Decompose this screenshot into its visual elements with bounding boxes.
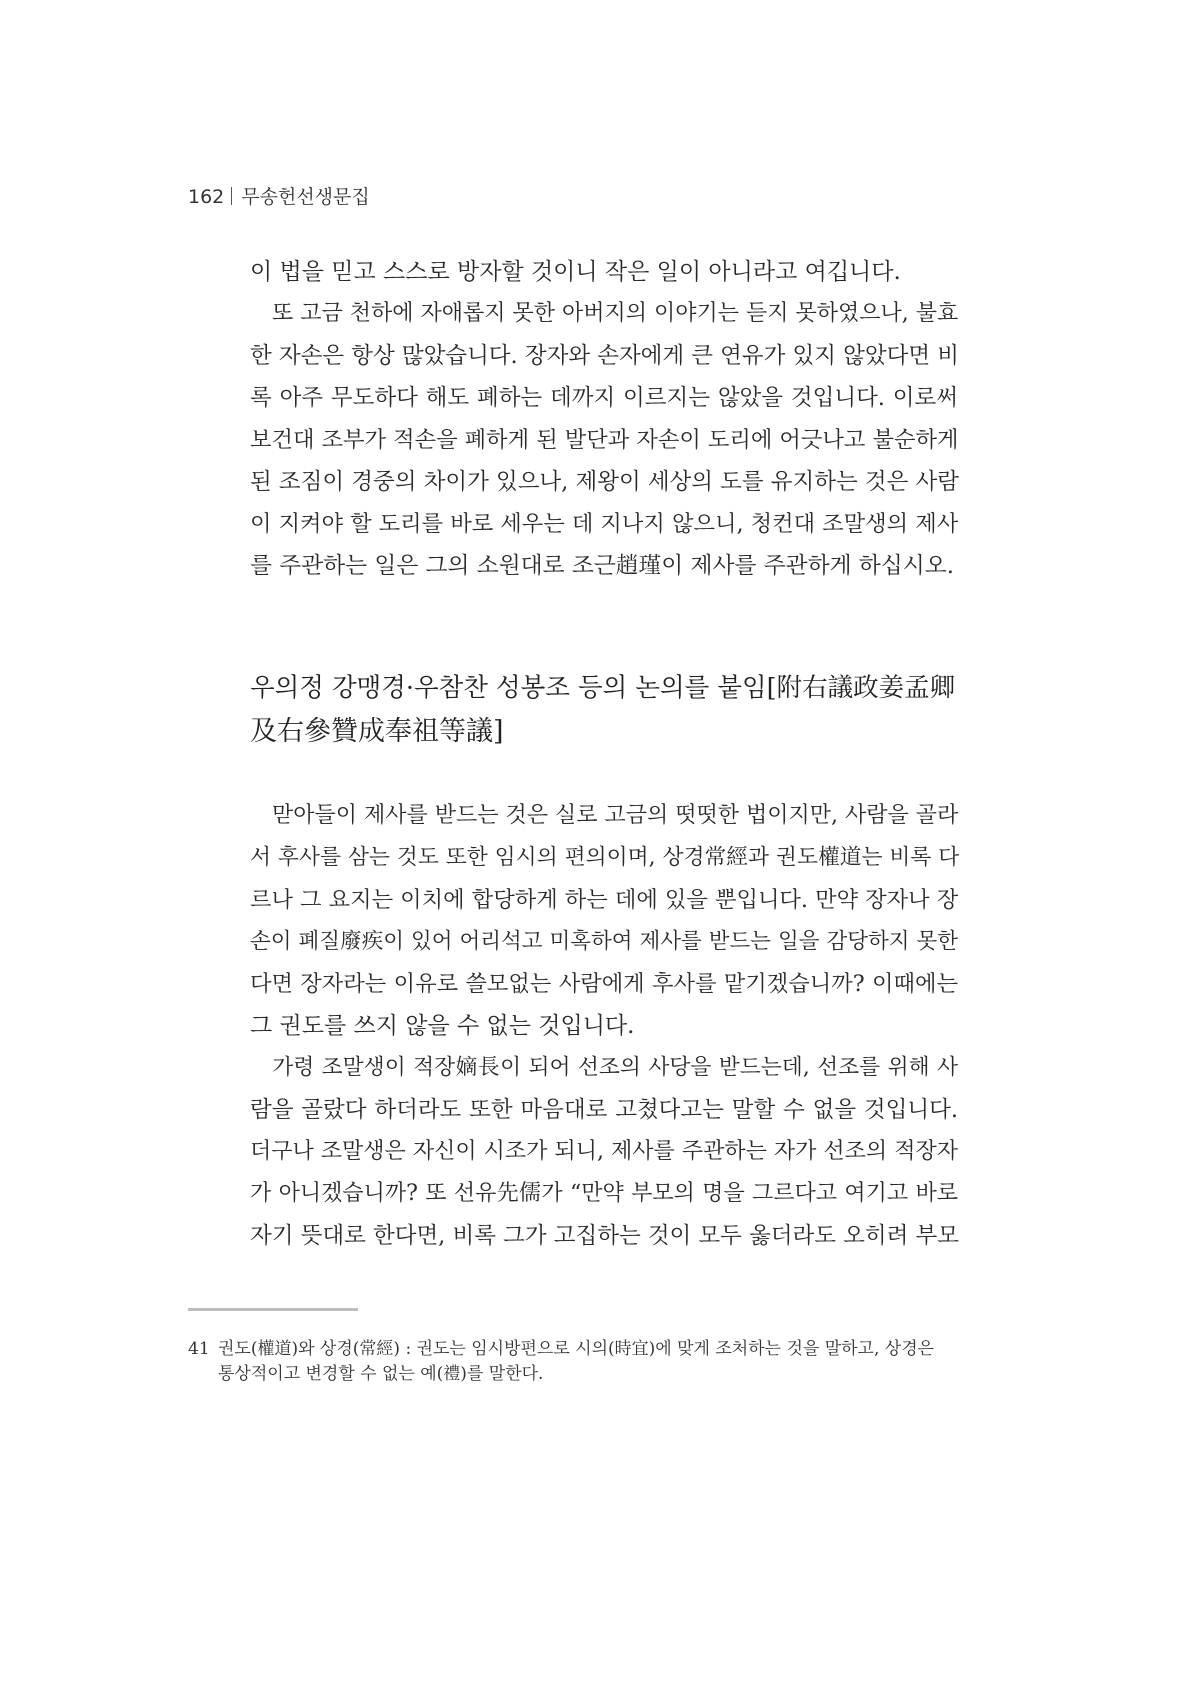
text-line: 자기 뜻대로 한다면, 비록 그가 고집하는 것이 모두 옳더라도 오히려 부모 bbox=[250, 1223, 959, 1249]
text-line: 맏아들이 제사를 받드는 것은 실로 고금의 떳떳한 법이지만, 사람을 골라 bbox=[250, 803, 959, 828]
running-head bbox=[188, 184, 370, 210]
text-line: 보건대 조부가 적손을 폐하게 된 발단과 자손이 도리에 어긋나고 불순하게 bbox=[250, 427, 959, 453]
text-line: 가 아니겠습니까? 또 선유先儒가 “만약 부모의 명을 그르다고 여기고 바로 bbox=[250, 1181, 958, 1206]
text-line: 가령 조말생이 적장嫡長이 되어 선조의 사당을 받드는데, 선조를 위해 사 bbox=[250, 1055, 958, 1080]
text-line: 한 자손은 항상 많았습니다. 장자와 손자에게 큰 연유가 있지 않았다면 비 bbox=[250, 343, 959, 369]
text-line: 이 지켜야 할 도리를 바로 세우는 데 지나지 않으니, 청컨대 조말생의 제사 bbox=[250, 511, 959, 537]
text-line: 더구나 조말생은 자신이 시조가 되니, 제사를 주관하는 자가 선조의 적장자 bbox=[250, 1139, 958, 1164]
text-line: 된 조짐이 경중의 차이가 있으나, 제왕이 세상의 도를 유지하는 것은 사람 bbox=[250, 469, 959, 495]
header-divider bbox=[231, 187, 232, 205]
text-line: 를 주관하는 일은 그의 소원대로 조근趙瑾이 제사를 주관하게 하십시오. bbox=[250, 553, 954, 579]
text-line: 또 고금 천하에 자애롭지 못한 아버지의 이야기는 듣지 못하였으나, 불효 bbox=[250, 301, 959, 326]
footnote-line: 통상적이고 변경할 수 없는 예(禮)를 말한다. bbox=[218, 1364, 544, 1384]
text-line: 서 후사를 삼는 것도 또한 임시의 편의이며, 상경常經과 권도權道는 비록 다 bbox=[250, 845, 960, 870]
text-line: 그 권도를 쓰지 않을 수 없는 것입니다. bbox=[250, 1013, 635, 1039]
page-number: 162 bbox=[188, 186, 225, 208]
heading-line: 우의정 강맹경·우참찬 성봉조 등의 논의를 붙임[附右議政姜孟卿 bbox=[250, 673, 956, 703]
text-line: 이 법을 믿고 스스로 방자할 것이니 작은 일이 아니라고 여깁니다. bbox=[250, 259, 901, 285]
text-line: 록 아주 무도하다 해도 폐하는 데까지 이르지는 않았을 것입니다. 이로써 bbox=[250, 385, 958, 411]
footnote-number: 41 bbox=[188, 1339, 210, 1359]
text-line: 르나 그 요지는 이치에 합당하게 하는 데에 있을 뿐입니다. 만약 장자나 장 bbox=[250, 887, 959, 913]
text-line: 람을 골랐다 하더라도 또한 마음대로 고쳤다고는 말할 수 없을 것입니다. bbox=[250, 1097, 958, 1123]
book-title: 무송헌선생문집 bbox=[241, 186, 370, 208]
footnote-line: 권도(權道)와 상경(常經) : 권도는 임시방편으로 시의(時宜)에 맞게 조처하는 것을 말하고, 상경은 bbox=[218, 1339, 935, 1359]
text-line: 손이 폐질廢疾이 있어 어리석고 미혹하여 제사를 받드는 일을 감당하지 못한 bbox=[250, 929, 958, 954]
text-line: 다면 장자라는 이유로 쓸모없는 사람에게 후사를 맡기겠습니까? 이때에는 bbox=[250, 971, 958, 997]
heading-line: 及右參贊成奉祖等議] bbox=[250, 716, 504, 747]
footnote-rule bbox=[188, 1308, 358, 1311]
